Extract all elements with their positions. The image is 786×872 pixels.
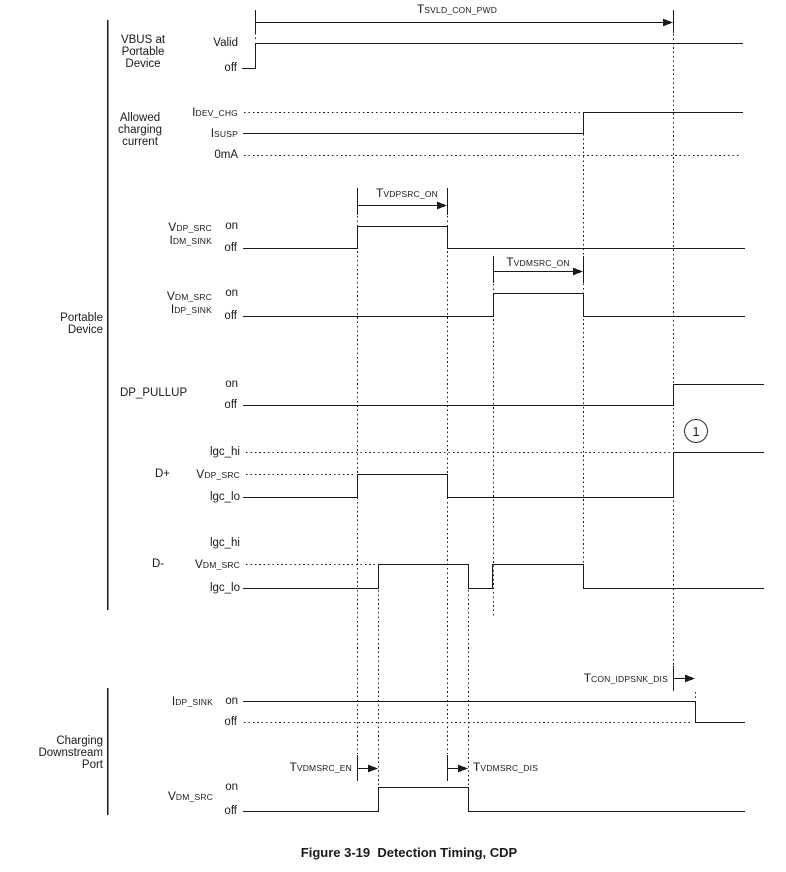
signal-label-dp-pullup: DP_PULLUP: [120, 387, 188, 399]
group-label-cdp-line1: Charging: [56, 735, 103, 747]
level-label-vdm-off: off: [224, 310, 237, 322]
timing-suffix: VDMSRC_DIS: [480, 763, 539, 773]
group-label-cdp-line3: Port: [81, 759, 103, 771]
signal-suffix: DP_SINK: [175, 697, 213, 707]
signal-prefix: I: [169, 233, 173, 247]
timing-arrow-tvdmsrc-en: [357, 755, 378, 781]
group-label-portable-device-line1: Portable: [60, 312, 103, 324]
level-label-vdm-src-cdp-on: on: [225, 781, 238, 793]
signal-suffix: DM_SRC: [174, 292, 212, 302]
signal-prefix: V: [166, 289, 175, 303]
signal-suffix: DP_SRC: [176, 223, 212, 233]
signal-prefix: V: [167, 789, 176, 803]
timing-suffix: SVLD_CON_PWD: [424, 5, 498, 15]
level-label-idp-sink-off: off: [224, 716, 237, 728]
signal-prefix: V: [196, 467, 205, 481]
signal-prefix: I: [192, 105, 196, 119]
signal-label-idm-sink: [169, 234, 212, 247]
signal-label-d-minus: D-: [152, 558, 165, 570]
signal-prefix: V: [194, 557, 203, 571]
row-label-charging-current-line3: current: [122, 136, 158, 148]
level-label-vdm-src-cdp-off: off: [224, 805, 237, 817]
timing-prefix: T: [375, 186, 384, 200]
signal-prefix: I: [170, 302, 175, 316]
d-minus-waveform: [243, 565, 764, 589]
timing-arrow-tvdmsrc-dis: [447, 755, 468, 781]
level-label-vdp-off: off: [224, 242, 237, 254]
timing-prefix: T: [416, 2, 425, 16]
level-label-dminus-lgc-lo: lgc_lo: [209, 582, 240, 594]
signal-suffix: SUSP: [214, 129, 238, 139]
group-label-cdp-line2: Downstream: [38, 747, 103, 759]
signal-suffix: DM_SRC: [175, 792, 213, 802]
group-label-portable-device-line2: Device: [67, 324, 103, 336]
level-label-vbus-valid: Valid: [213, 37, 238, 49]
signal-suffix: DP_SRC: [204, 470, 240, 480]
timing-suffix: VDPSRC_ON: [383, 189, 439, 199]
timing-suffix: CON_IDPSNK_DIS: [591, 674, 668, 684]
signal-label-d-plus: D+: [155, 468, 171, 480]
timing-label-tvdmsrc-en: [289, 761, 352, 774]
signal-prefix: V: [168, 220, 177, 234]
timing-arrow-tcon-idpsnk-dis: [673, 666, 695, 691]
vdp-src-idm-sink-waveform: [243, 227, 745, 249]
level-label-0ma: 0mA: [214, 149, 238, 161]
signal-suffix: DM_SINK: [172, 236, 212, 246]
level-label-dplus-lgc-lo: lgc_lo: [209, 491, 240, 503]
signal-label-idp-sink-cdp: [172, 695, 213, 708]
dp-pullup-waveform: [243, 385, 764, 406]
level-label-idev-chg: [192, 106, 238, 119]
signal-label-vdp-src: [168, 221, 212, 234]
level-label-dp-pullup-off: off: [224, 399, 237, 411]
row-label-vbus-line2: Portable: [121, 46, 165, 58]
level-label-vdm-on: on: [225, 287, 238, 299]
level-label-isusp: [211, 127, 238, 140]
row-label-charging-current-line1: Allowed: [119, 112, 161, 124]
row-label-charging-current-line2: charging: [117, 124, 163, 136]
charging-current-waveform: [243, 113, 743, 134]
idp-sink-waveform: [243, 702, 745, 723]
level-label-dplus-vdp-src: [196, 468, 240, 481]
timing-prefix: T: [506, 255, 514, 269]
timing-suffix: VDMSRC_EN: [296, 763, 352, 773]
timing-suffix: VDMSRC_ON: [513, 258, 570, 268]
level-label-vdp-on: on: [225, 220, 238, 232]
timing-prefix: T: [289, 760, 297, 774]
row-label-vbus-line3: Device: [125, 58, 161, 70]
vdm-src-cdp-waveform: [243, 788, 745, 812]
dotted-level-lines: [244, 113, 740, 723]
timing-prefix: T: [473, 760, 481, 774]
timing-label-tvdmsrc-on: [506, 256, 569, 269]
timing-label-tvdpsrc-on: [376, 187, 438, 200]
signal-label-idp-sink: [171, 303, 212, 316]
figure-caption: Figure 3-19 Detection Timing, CDP: [300, 845, 518, 860]
row-label-vbus-line1: VBUS at: [120, 34, 166, 46]
signal-suffix: DM_SRC: [202, 560, 240, 570]
level-label-idp-sink-on: on: [225, 695, 238, 707]
timing-label-tsvld-con-pwd: [417, 3, 497, 16]
level-label-dplus-lgc-hi: lgc_hi: [209, 446, 240, 458]
signal-prefix: I: [210, 126, 215, 140]
level-label-dp-pullup-on: on: [225, 378, 238, 390]
level-label-dminus-vdm-src: [195, 558, 240, 571]
signal-suffix: DEV_CHG: [195, 108, 238, 118]
level-label-dminus-lgc-hi: lgc_hi: [209, 537, 240, 549]
timing-label-tcon-idpsnk-dis: [584, 672, 668, 685]
signal-prefix: I: [171, 694, 176, 708]
signal-suffix: DP_SINK: [174, 305, 212, 315]
vbus-waveform: [242, 44, 743, 69]
level-label-vbus-off: off: [224, 62, 237, 74]
timing-prefix: T: [583, 671, 592, 685]
signal-label-vdm-src-cdp: [168, 790, 213, 803]
timing-label-tvdmsrc-dis: [473, 761, 538, 774]
vdm-src-idp-sink-waveform: [243, 294, 745, 317]
note-1-badge: 1: [684, 419, 708, 443]
